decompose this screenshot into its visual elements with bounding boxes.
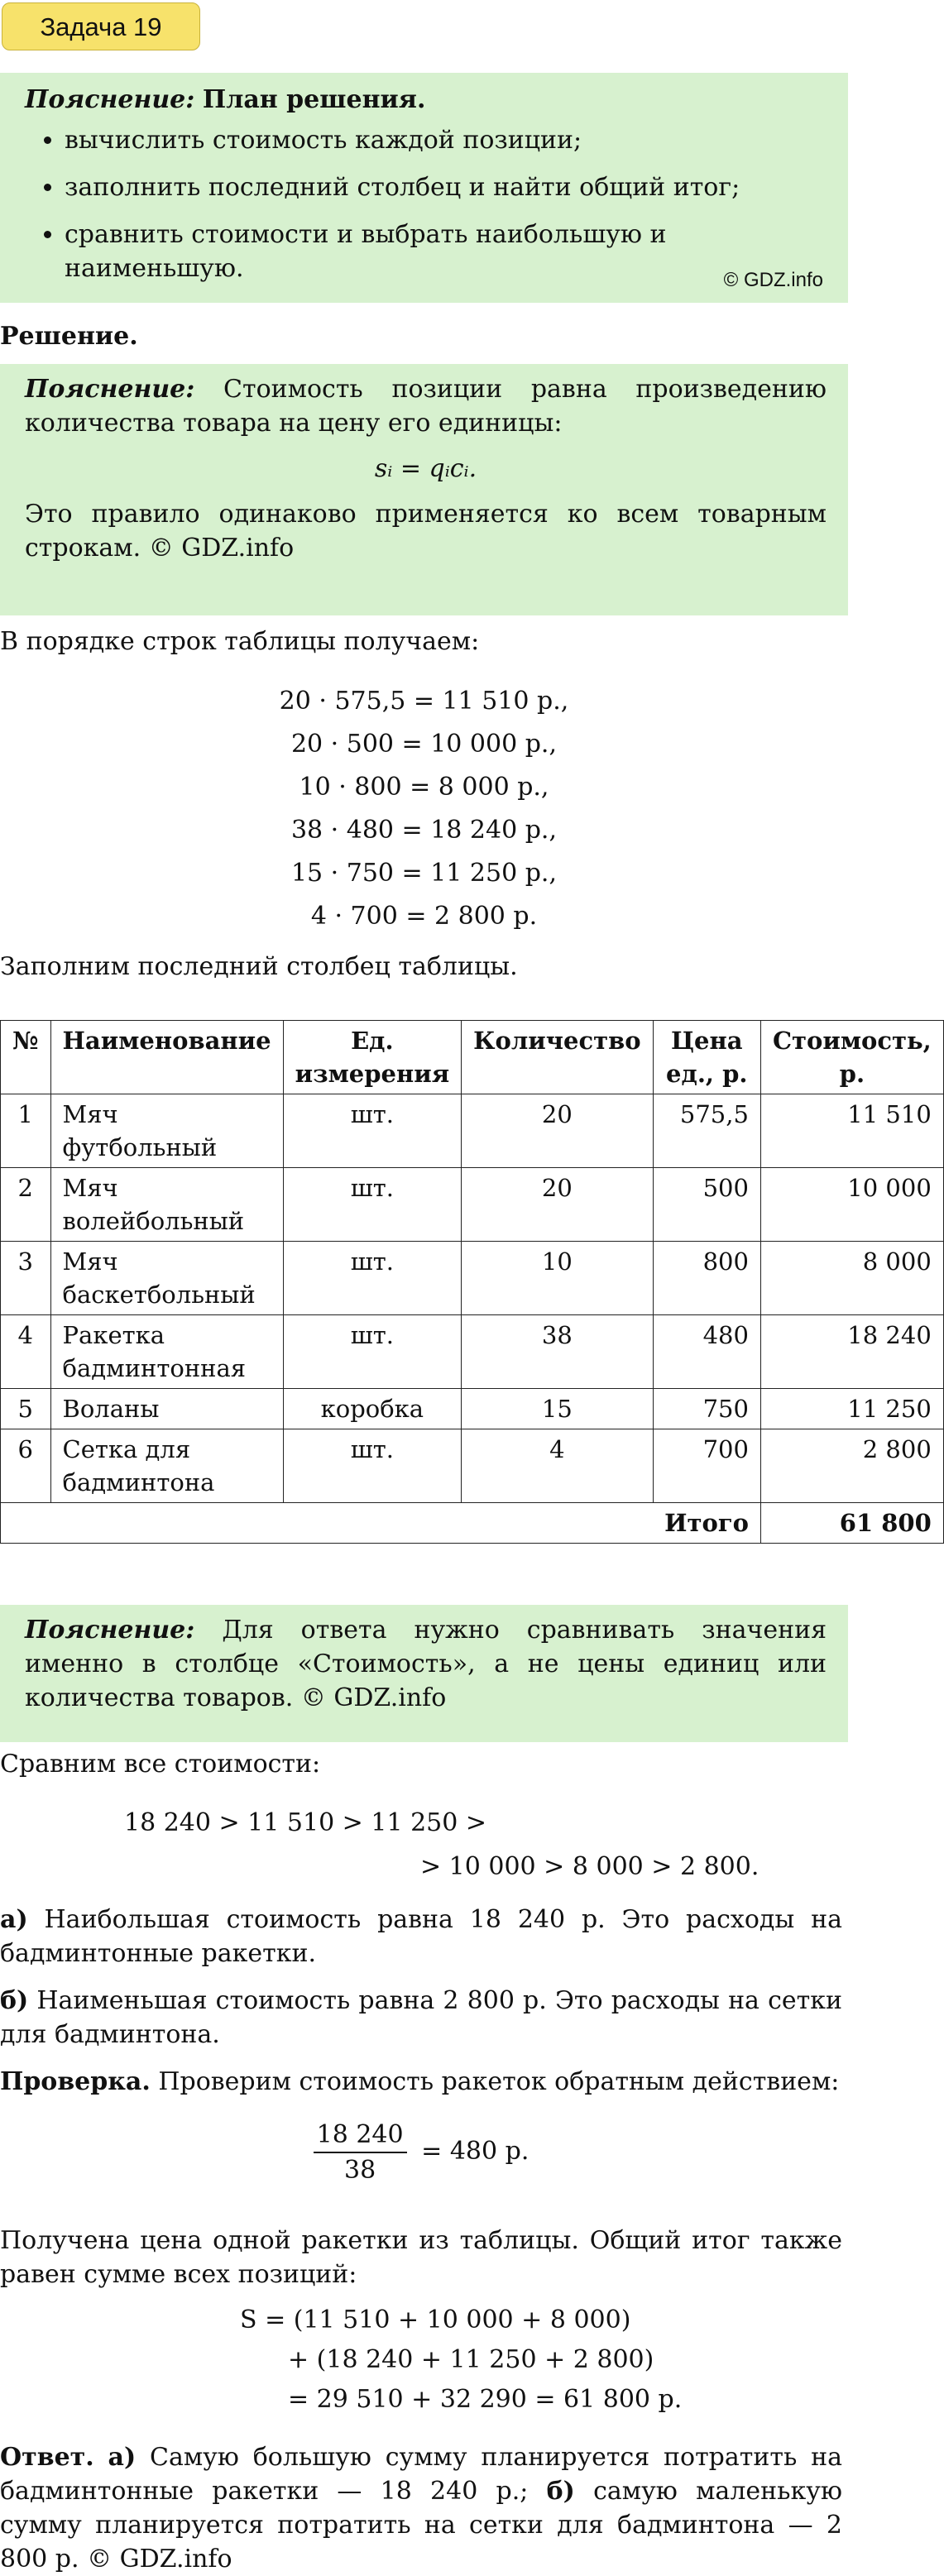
goods-table: [0, 1020, 944, 1544]
table-cell: шт.: [283, 1242, 462, 1315]
table-cell: 4: [1, 1315, 51, 1389]
answer-a-label: а): [0, 1905, 28, 1934]
table-cell: шт.: [283, 1094, 462, 1168]
answer-a-text: Наибольшая стоимость равна 18 240 р. Это расходы на бадминтонные ракетки.: [0, 1905, 842, 1968]
calc-line: 4 · 700 = 2 800 р.: [310, 902, 538, 931]
check-fraction: [0, 2118, 842, 2187]
solution-heading: Решение.: [0, 322, 138, 351]
table-cell: 2 800: [760, 1429, 943, 1503]
answer-a: [0, 1903, 842, 1970]
note-label: Пояснение:: [25, 375, 195, 404]
note-text: Это правило одинаково применяется ко всем товарным строкам. © GDZ.info: [25, 500, 827, 563]
table-row: [1, 1168, 944, 1242]
table-cell: 700: [653, 1429, 760, 1503]
final-b-text: самую маленькую сумму планируется потратить на сетки для бадминтона — 2 800 р. © GDZ.info: [0, 2477, 842, 2574]
sum-line: = 29 510 + 32 290 = 61 800 р.: [288, 2385, 683, 2414]
table-cell: Воланы: [50, 1389, 283, 1429]
final-label: Ответ.: [0, 2443, 94, 2472]
table-cell: 8 000: [760, 1242, 943, 1315]
table-cell: шт.: [283, 1168, 462, 1242]
sum-line: S = (11 510 + 10 000 + 8 000): [240, 2305, 631, 2334]
table-row: [1, 1094, 944, 1168]
table-cell: Мяч футбольный: [50, 1094, 283, 1168]
plan-item: • вычислить стоимость каждой позиции;: [65, 123, 827, 157]
table-cell: 11 510: [760, 1094, 943, 1168]
explanation-note: [0, 364, 848, 615]
table-row: [1, 1429, 944, 1503]
fraction-numerator: 18 240: [314, 2118, 407, 2153]
table-cell: коробка: [283, 1389, 462, 1429]
comparison-note: [0, 1605, 848, 1742]
formula: sᵢ = qᵢcᵢ.: [374, 454, 477, 483]
header-cell: Количество: [462, 1021, 653, 1094]
table-cell: шт.: [283, 1315, 462, 1389]
total-value: 61 800: [760, 1503, 943, 1544]
fraction-denominator: 38: [344, 2156, 376, 2185]
check-text: Проверим стоимость ракеток обратным действием:: [158, 2067, 840, 2096]
total-row: [1, 1503, 944, 1544]
table-cell: 800: [653, 1242, 760, 1315]
answer-b-label: б): [0, 1986, 29, 2015]
task-badge: Задача 19: [2, 2, 200, 50]
final-a-label: а): [108, 2443, 137, 2472]
calc-line: 10 · 800 = 8 000 р.,: [299, 773, 549, 802]
table-row: [1, 1242, 944, 1315]
table-cell: 20: [462, 1168, 653, 1242]
table-cell: Мяч баскетбольный: [50, 1242, 283, 1315]
table-cell: 750: [653, 1389, 760, 1429]
final-b-label: б): [546, 2477, 575, 2506]
table-cell: шт.: [283, 1429, 462, 1503]
table-cell: 38: [462, 1315, 653, 1389]
compare-line: > 10 000 > 8 000 > 2 800.: [420, 1852, 760, 1881]
plan-item: • сравнить стоимости и выбрать наибольшую и наименьшую.: [65, 218, 827, 285]
table-cell: Ракетка бадминтонная: [50, 1315, 283, 1389]
note-text: Для ответа нужно сравнивать значения именно в столбце «Стоимость», а не цены единиц или количества товаров. © GDZ.info: [25, 1616, 827, 1712]
plan-title: План решения.: [202, 85, 426, 114]
calc-line: 15 · 750 = 11 250 р.,: [290, 859, 558, 888]
table-cell: 3: [1, 1242, 51, 1315]
header-cell: Стоимость, р.: [760, 1021, 943, 1094]
table-cell: 4: [462, 1429, 653, 1503]
table-cell: 20: [462, 1094, 653, 1168]
fraction-result: = 480 р.: [421, 2137, 530, 2166]
table-cell: 480: [653, 1315, 760, 1389]
calc-line: 20 · 575,5 = 11 510 р.,: [279, 687, 569, 716]
check-after: Получена цена одной ракетки из таблицы. Общий итог также равен сумме всех позиций:: [0, 2226, 842, 2289]
table-cell: 2: [1, 1168, 51, 1242]
table-cell: 1: [1, 1094, 51, 1168]
calc-block: [0, 680, 848, 938]
fraction: [314, 2118, 407, 2187]
answer-b: [0, 1984, 842, 2052]
total-spacer: [1, 1503, 654, 1544]
plan-note: [0, 73, 848, 303]
table-cell: 10: [462, 1242, 653, 1315]
calc-line: 20 · 500 = 10 000 р.,: [290, 730, 558, 759]
header-cell: №: [1, 1021, 51, 1094]
plan-item: • заполнить последний столбец и найти общий итог;: [65, 170, 827, 204]
plan-list: [25, 123, 827, 285]
calc-line: 38 · 480 = 18 240 р.,: [290, 816, 558, 845]
table-cell: 5: [1, 1389, 51, 1429]
table-cell: Мяч волейбольный: [50, 1168, 283, 1242]
table-cell: 500: [653, 1168, 760, 1242]
plan-label: Пояснение:: [25, 85, 195, 114]
table-cell: 575,5: [653, 1094, 760, 1168]
final-answer: [0, 2440, 842, 2576]
table-cell: 11 250: [760, 1389, 943, 1429]
header-cell: Наименование: [50, 1021, 283, 1094]
header-cell: Ед. измерения: [283, 1021, 462, 1094]
table-row: [1, 1389, 944, 1429]
sum-line: + (18 240 + 11 250 + 2 800): [288, 2345, 654, 2374]
compare-line: 18 240 > 11 510 > 11 250 >: [124, 1808, 487, 1837]
table-cell: 10 000: [760, 1168, 943, 1242]
table-cell: Сетка для бадминтона: [50, 1429, 283, 1503]
table-row: [1, 1315, 944, 1389]
copyright-text: © GDZ.info: [723, 269, 823, 291]
compare-intro: Сравним все стоимости:: [0, 1750, 321, 1779]
rows-intro: В порядке строк таблицы получаем:: [0, 627, 480, 656]
note-label: Пояснение:: [25, 1616, 195, 1645]
header-cell: Цена ед., р.: [653, 1021, 760, 1094]
table-cell: 6: [1, 1429, 51, 1503]
table-header-row: [1, 1021, 944, 1094]
total-label: Итого: [653, 1503, 760, 1544]
fill-intro: Заполним последний столбец таблицы.: [0, 952, 518, 981]
check-label: Проверка.: [0, 2067, 151, 2096]
note-text: Стоимость позиции равна произведению количества товара на цену его единицы:: [25, 375, 827, 438]
answer-b-text: Наименьшая стоимость равна 2 800 р. Это расходы на сетки для бадминтона.: [0, 1986, 842, 2049]
check-line: [0, 2065, 842, 2099]
table-cell: 18 240: [760, 1315, 943, 1389]
table-cell: 15: [462, 1389, 653, 1429]
final-a-text: Самую большую сумму планируется потратить на бадминтонные ракетки — 18 240 р.;: [0, 2443, 842, 2506]
